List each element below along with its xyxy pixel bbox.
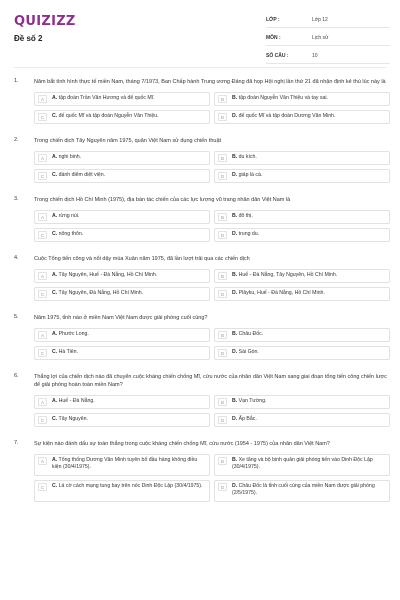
option-b[interactable] bbox=[214, 269, 390, 283]
option-label: C. bbox=[52, 416, 58, 422]
option-text: Xe tăng và bộ binh quân giải phóng tiến vào Dinh Độc Lập (30/4/1975). bbox=[232, 457, 373, 470]
header bbox=[0, 0, 400, 64]
option-text: Sài Gòn. bbox=[238, 349, 259, 355]
option-label: A. bbox=[52, 154, 58, 160]
option-grid bbox=[34, 92, 390, 124]
option-text: giáp lá cà. bbox=[238, 172, 263, 178]
question-number: 5. bbox=[14, 314, 19, 320]
option-letter-box: A bbox=[38, 272, 47, 280]
option-d[interactable] bbox=[214, 169, 390, 183]
option-letter-box: D bbox=[218, 483, 227, 491]
header-divider bbox=[14, 67, 386, 68]
question-5 bbox=[0, 314, 400, 360]
option-text: Tổng thống Dương Văn Minh tuyên bố đầu hàng không điều kiện (30/4/1975). bbox=[52, 457, 198, 470]
option-label: A. bbox=[52, 272, 58, 278]
option-b[interactable] bbox=[214, 151, 390, 165]
option-letter-box: B bbox=[218, 331, 227, 339]
option-label: C. bbox=[52, 483, 58, 489]
quizizz-logo: QUIZIZZ bbox=[14, 14, 76, 29]
option-text: Vạn Tường. bbox=[238, 398, 267, 404]
option-c[interactable] bbox=[34, 169, 210, 183]
option-label: A. bbox=[52, 95, 58, 101]
option-a[interactable] bbox=[34, 151, 210, 165]
option-a[interactable] bbox=[34, 328, 210, 342]
option-letter-box: C bbox=[38, 349, 47, 357]
option-letter-box: C bbox=[38, 290, 47, 298]
option-b[interactable] bbox=[214, 92, 390, 106]
info-row-class bbox=[266, 12, 390, 28]
option-b[interactable] bbox=[214, 210, 390, 224]
option-letter-box: A bbox=[38, 331, 47, 339]
info-value: Lớp 12 bbox=[312, 16, 328, 23]
question-text: Thắng lợi của chiến dịch nào đã chuyển cuộc kháng chiến chống Mĩ, cứu nước của nhân dân Việt Nam sang giai đoạn tổng tiến công chiến lược để giải phóng hoàn toàn miền Nam? bbox=[34, 374, 387, 388]
option-letter-box: B bbox=[218, 398, 227, 406]
question-number: 1. bbox=[14, 78, 19, 84]
option-text: Plâyku, Huế - Đà Nẵng, Hồ Chí Minh. bbox=[238, 290, 325, 296]
option-label: B. bbox=[232, 457, 238, 463]
option-label: B. bbox=[232, 95, 238, 101]
option-label: B. bbox=[232, 154, 238, 160]
option-label: C. bbox=[52, 113, 58, 119]
info-row-subject bbox=[266, 30, 390, 46]
option-letter-box: B bbox=[218, 95, 227, 103]
option-text: đế quốc Mĩ và tập đoàn Nguyễn Văn Thiệu. bbox=[58, 113, 159, 119]
option-letter-box: D bbox=[218, 113, 227, 121]
option-grid bbox=[34, 269, 390, 301]
option-label: B. bbox=[232, 272, 238, 278]
question-4 bbox=[0, 255, 400, 301]
option-letter-box: C bbox=[38, 113, 47, 121]
question-text: Trong chiến dịch Tây Nguyên năm 1975, quân Việt Nam sử dụng chiến thuật bbox=[34, 138, 222, 144]
question-number: 3. bbox=[14, 196, 19, 202]
option-letter-box: A bbox=[38, 213, 47, 221]
option-a[interactable] bbox=[34, 210, 210, 224]
option-letter-box: C bbox=[38, 416, 47, 424]
option-text: Châu Đốc. bbox=[238, 331, 264, 337]
option-text: nông thôn. bbox=[58, 231, 84, 237]
question-text: Sự kiện nào đánh dấu sự toàn thắng trong cuộc kháng chiến chống Mĩ, cứu nước (1954 - 1975) của nhân dân Việt Nam? bbox=[34, 441, 330, 447]
option-text: Tây Nguyên. bbox=[58, 416, 88, 422]
option-label: D. bbox=[232, 113, 238, 119]
option-text: Ấp Bắc. bbox=[238, 416, 257, 422]
option-text: Huế - Đà Nẵng, Tây Nguyên, Hồ Chí Minh. bbox=[238, 272, 338, 278]
option-text: tập đoàn Nguyễn Văn Thiệu và tay sai. bbox=[238, 95, 328, 101]
option-text: Tây Nguyên, Đà Nẵng, Hồ Chí Minh. bbox=[58, 290, 144, 296]
info-value: Lịch sử bbox=[312, 34, 329, 41]
option-a[interactable] bbox=[34, 395, 210, 409]
option-b[interactable] bbox=[214, 328, 390, 342]
option-d[interactable] bbox=[214, 228, 390, 242]
option-text: Lá cờ cách mạng tung bay trên nóc Dinh Độc Lập (30/4/1975). bbox=[58, 483, 203, 489]
question-list bbox=[0, 78, 400, 502]
option-d[interactable] bbox=[214, 346, 390, 360]
question-1 bbox=[0, 78, 400, 124]
option-c[interactable] bbox=[34, 346, 210, 360]
option-text: Huế - Đà Nẵng. bbox=[58, 398, 95, 404]
option-a[interactable] bbox=[34, 92, 210, 106]
option-letter-box: B bbox=[218, 457, 227, 465]
question-number: 4. bbox=[14, 255, 19, 261]
info-label: MÔN : bbox=[266, 34, 281, 41]
info-label: LỚP : bbox=[266, 16, 280, 23]
info-value: 10 bbox=[312, 52, 318, 59]
info-label: SỐ CÂU : bbox=[266, 52, 289, 59]
option-b[interactable] bbox=[214, 395, 390, 409]
option-grid bbox=[34, 210, 390, 242]
option-text: đô thị. bbox=[238, 213, 253, 219]
option-label: C. bbox=[52, 172, 58, 178]
option-label: B. bbox=[232, 331, 238, 337]
option-c[interactable] bbox=[34, 110, 210, 124]
option-letter-box: C bbox=[38, 483, 47, 491]
option-label: D. bbox=[232, 290, 238, 296]
option-label: C. bbox=[52, 231, 58, 237]
option-label: D. bbox=[232, 172, 238, 178]
option-letter-box: B bbox=[218, 154, 227, 162]
question-number: 7. bbox=[14, 440, 19, 446]
option-label: A. bbox=[52, 213, 58, 219]
option-d[interactable] bbox=[214, 287, 390, 301]
option-text: tập đoàn Trần Văn Hương và đế quốc Mĩ. bbox=[58, 95, 155, 101]
option-label: B. bbox=[232, 398, 238, 404]
option-grid bbox=[34, 454, 390, 502]
option-a[interactable] bbox=[34, 269, 210, 283]
option-letter-box: C bbox=[38, 231, 47, 239]
option-label: D. bbox=[232, 231, 238, 237]
question-text: Năm bắt tình hình thực tế miền Nam, tháng 7/1973, Ban Chấp hành Trung ương Đảng đã họp Hội nghị lần thứ 21 đã nhận định kẻ thù lúc này là bbox=[34, 79, 386, 85]
option-label: D. bbox=[232, 416, 238, 422]
option-c[interactable] bbox=[34, 413, 210, 427]
question-7 bbox=[0, 440, 400, 502]
option-c[interactable] bbox=[34, 287, 210, 301]
option-text: du kích. bbox=[238, 154, 257, 160]
question-number: 6. bbox=[14, 373, 19, 379]
option-d[interactable] bbox=[214, 110, 390, 124]
option-letter-box: C bbox=[38, 172, 47, 180]
option-label: A. bbox=[52, 331, 58, 337]
question-text: Cuộc Tổng tiến công và nổi dậy mùa Xuân năm 1975, đã lần lượt trải qua các chiến dịch bbox=[34, 256, 250, 262]
option-letter-box: A bbox=[38, 398, 47, 406]
option-c[interactable] bbox=[34, 228, 210, 242]
option-letter-box: D bbox=[218, 416, 227, 424]
question-number: 2. bbox=[14, 137, 19, 143]
option-a[interactable] bbox=[34, 454, 210, 476]
option-letter-box: B bbox=[218, 213, 227, 221]
option-text: đế quốc Mĩ và tập đoàn Dương Văn Minh. bbox=[238, 113, 336, 119]
option-label: D. bbox=[232, 349, 238, 355]
option-d[interactable] bbox=[214, 413, 390, 427]
option-label: C. bbox=[52, 290, 58, 296]
option-letter-box: A bbox=[38, 95, 47, 103]
question-3 bbox=[0, 196, 400, 242]
page-title: Đề số 2 bbox=[14, 34, 43, 43]
option-label: A. bbox=[52, 457, 58, 463]
option-grid bbox=[34, 328, 390, 360]
option-label: A. bbox=[52, 398, 58, 404]
question-6 bbox=[0, 373, 400, 427]
option-label: C. bbox=[52, 349, 58, 355]
option-text: rừng núi. bbox=[58, 213, 80, 219]
option-text: Hà Tiên. bbox=[58, 349, 78, 355]
question-2 bbox=[0, 137, 400, 183]
option-b[interactable] bbox=[214, 454, 390, 476]
option-grid bbox=[34, 151, 390, 183]
option-d[interactable] bbox=[214, 480, 390, 502]
info-panel bbox=[266, 12, 390, 66]
question-text: Năm 1975, tỉnh nào ở miền Nam Việt Nam được giải phóng cuối cùng? bbox=[34, 315, 208, 321]
option-letter-box: D bbox=[218, 290, 227, 298]
option-letter-box: A bbox=[38, 457, 47, 465]
option-text: Phước Long. bbox=[58, 331, 89, 337]
option-letter-box: D bbox=[218, 231, 227, 239]
option-label: D. bbox=[232, 483, 238, 489]
option-label: B. bbox=[232, 213, 238, 219]
option-text: Tây Nguyên, Huế - Đà Nẵng, Hồ Chí Minh. bbox=[58, 272, 158, 278]
option-letter-box: B bbox=[218, 272, 227, 280]
option-grid bbox=[34, 395, 390, 427]
option-letter-box: A bbox=[38, 154, 47, 162]
option-text: đánh điểm diệt viện. bbox=[58, 172, 106, 178]
info-row-count bbox=[266, 48, 390, 64]
option-text: Châu Đốc là tỉnh cuối cùng của miền Nam được giải phóng (2/5/1975). bbox=[232, 483, 375, 496]
option-text: nghi binh. bbox=[58, 154, 82, 160]
option-text: trung du. bbox=[238, 231, 260, 237]
option-letter-box: D bbox=[218, 172, 227, 180]
option-letter-box: D bbox=[218, 349, 227, 357]
question-text: Trong chiến dịch Hồ Chí Minh (1975), địa bàn tác chiến của các lực lượng vũ trang nhân dân Việt Nam là bbox=[34, 197, 291, 203]
option-c[interactable] bbox=[34, 480, 210, 502]
